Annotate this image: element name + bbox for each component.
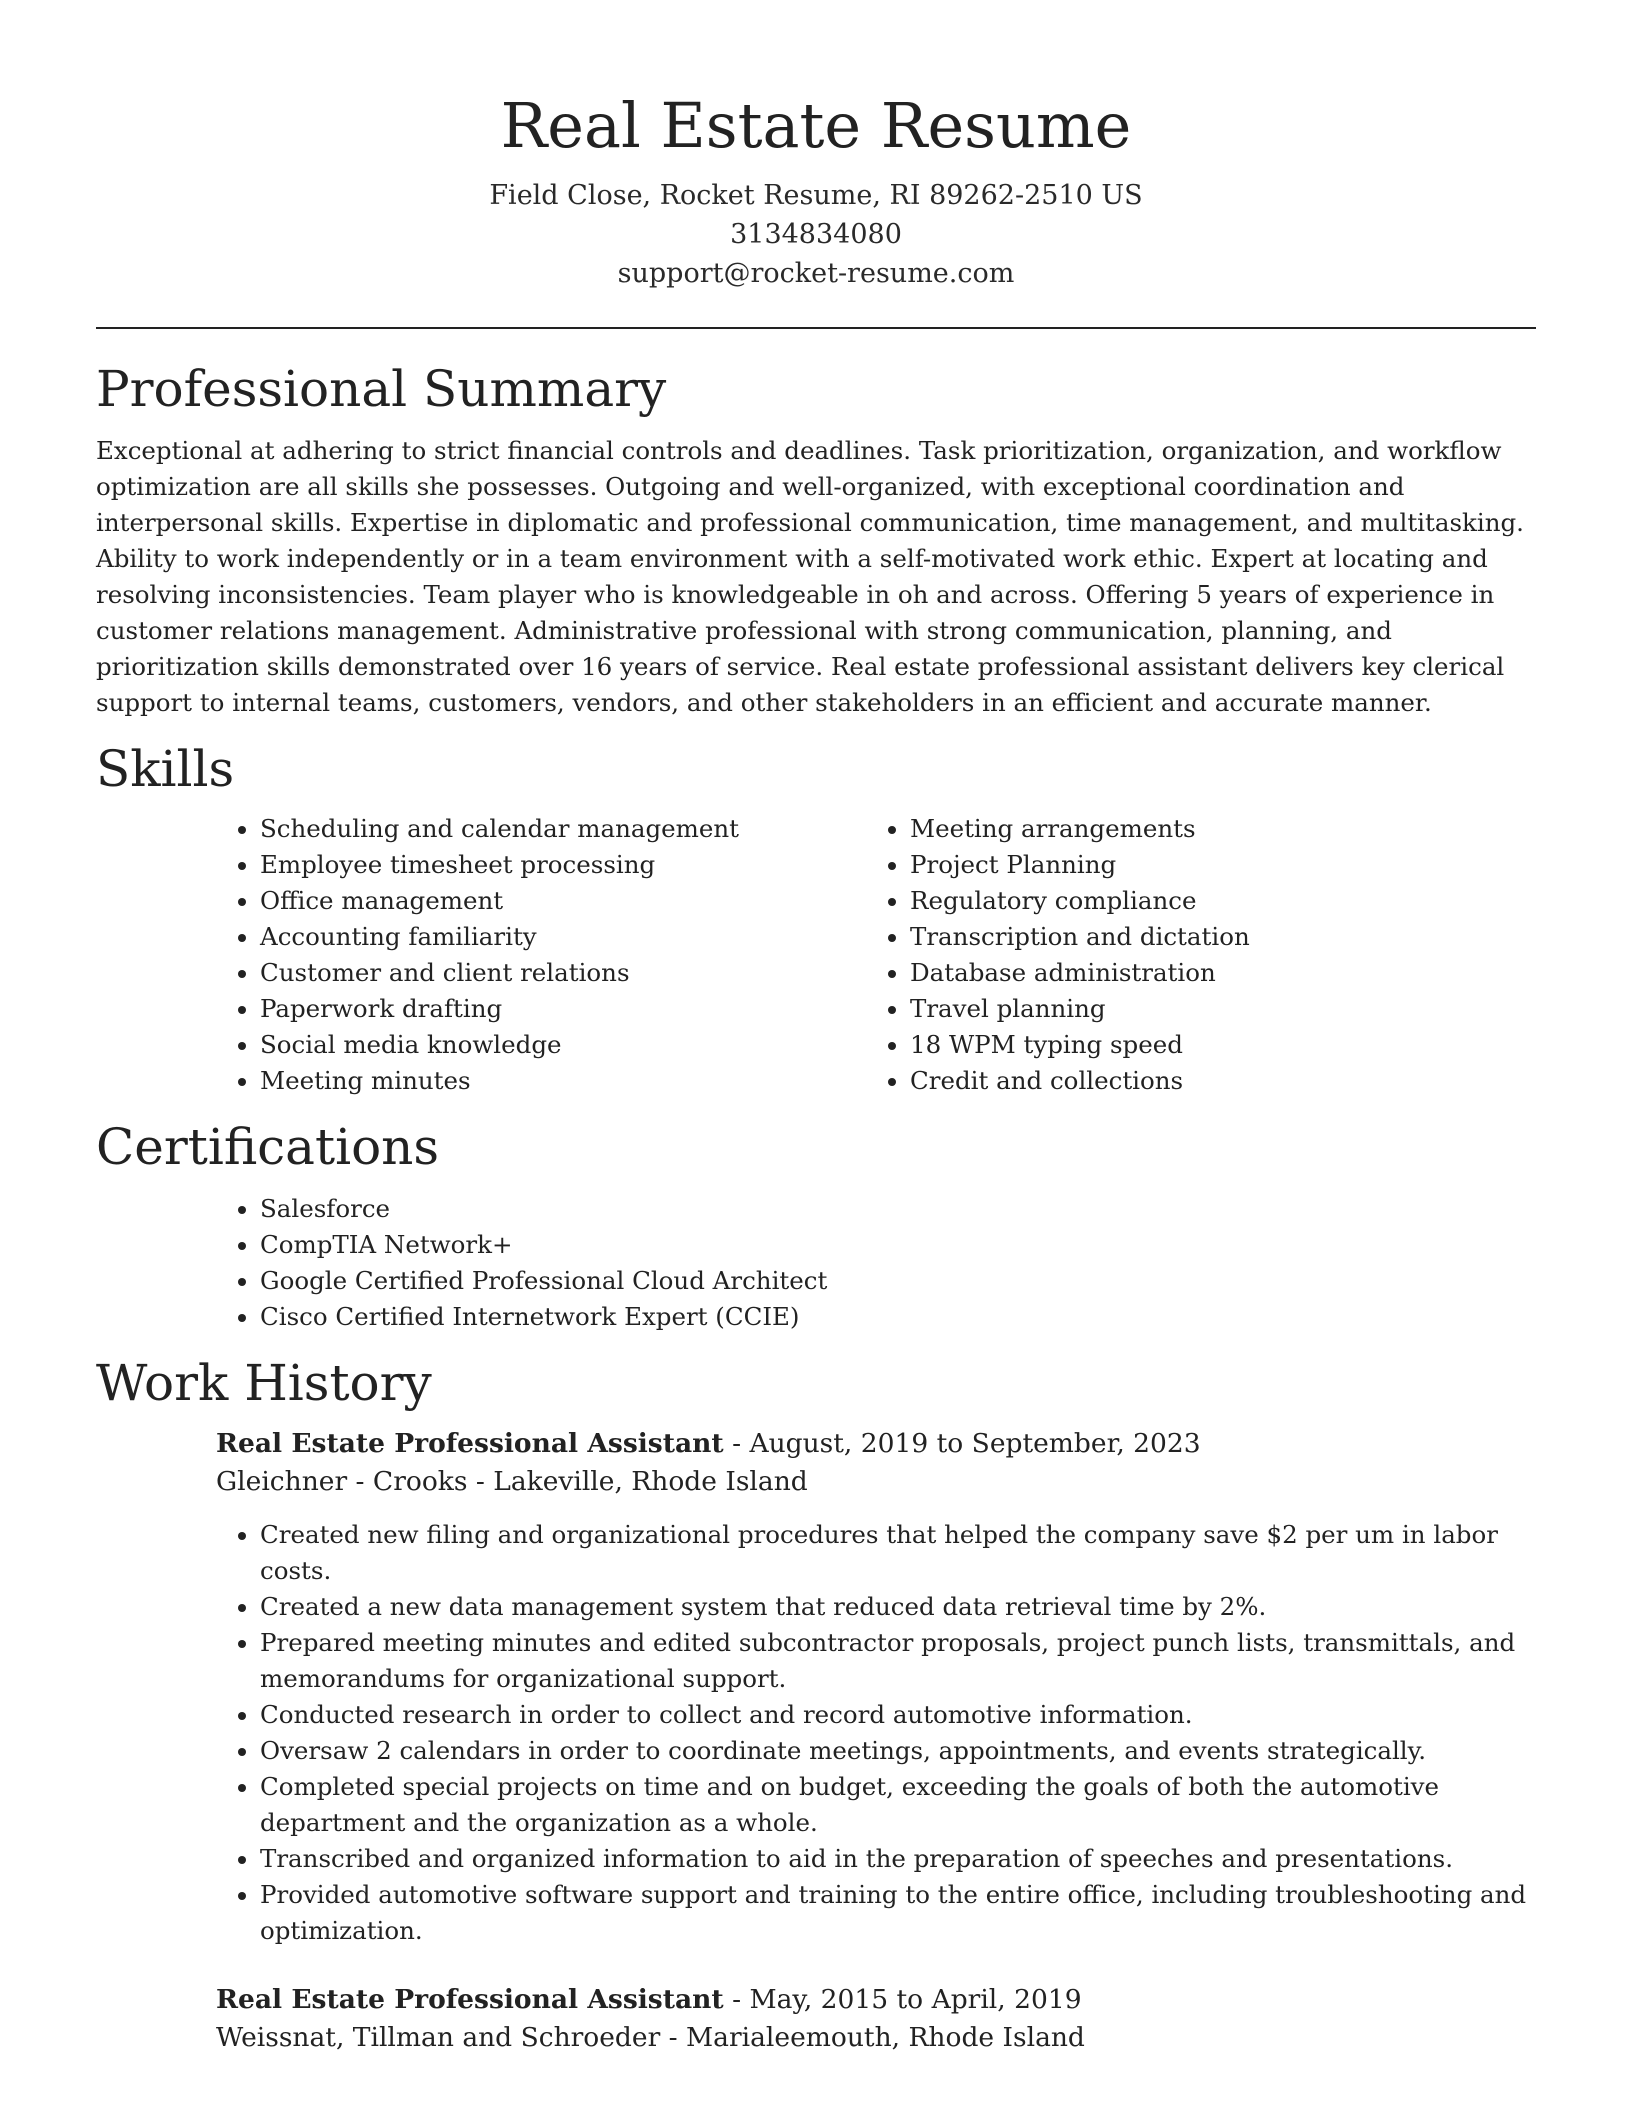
skill-item: • Customer and client relations xyxy=(260,955,866,991)
job-duty-item: • Prepared meeting minutes and edited subcontractor proposals, project punch lists, transmittals, and memorandums for organizational support. xyxy=(260,1625,1536,1697)
certification-item: • Salesforce xyxy=(260,1191,1536,1227)
job-title-line xyxy=(216,1981,1536,2019)
skills-section xyxy=(96,739,1536,1099)
skill-item: • Credit and collections xyxy=(910,1063,1516,1099)
certifications-body xyxy=(216,1191,1536,1335)
skill-item: • 18 WPM typing speed xyxy=(910,1027,1516,1063)
skill-item: • Travel planning xyxy=(910,991,1516,1027)
work-history-heading: Work History xyxy=(96,1354,432,1412)
job-entry xyxy=(216,1981,1536,2057)
work-history-section xyxy=(96,1353,1536,2057)
job-dates: - August, 2019 to September, 2023 xyxy=(723,1428,1201,1459)
certifications-list xyxy=(216,1191,1536,1335)
skills-list-left xyxy=(216,811,866,1099)
certification-item: • CompTIA Network+ xyxy=(260,1227,1536,1263)
resume-title: Real Estate Resume xyxy=(500,89,1132,162)
job-title-line xyxy=(216,1425,1536,1463)
skill-item: • Accounting familiarity xyxy=(260,919,866,955)
job-duty-item: • Completed special projects on time and on budget, exceeding the goals of both the automotive department and the organization as a whole. xyxy=(260,1769,1536,1841)
resume-page xyxy=(96,0,1536,2057)
job-duty-item: • Conducted research in order to collect and record automotive information. xyxy=(260,1697,1536,1733)
skill-item: • Project Planning xyxy=(910,847,1516,883)
skill-item: • Database administration xyxy=(910,955,1516,991)
contact-phone: 3134834080 xyxy=(730,219,902,250)
skill-item: • Office management xyxy=(260,883,866,919)
certifications-heading: Certifications xyxy=(96,1118,440,1176)
job-duty-item: • Transcribed and organized information to aid in the preparation of speeches and presentations. xyxy=(260,1841,1536,1877)
job-duty-item: • Oversaw 2 calendars in order to coordinate meetings, appointments, and events strategically. xyxy=(260,1733,1536,1769)
skills-grid xyxy=(216,811,1536,1099)
skill-item: • Meeting minutes xyxy=(260,1063,866,1099)
job-entry xyxy=(216,1425,1536,1949)
contact-email: support@rocket-resume.com xyxy=(617,258,1015,289)
contact-address: Field Close, Rocket Resume, RI 89262-2510 US xyxy=(489,180,1143,211)
header-divider xyxy=(96,327,1536,329)
summary-heading: Professional Summary xyxy=(96,360,667,418)
skill-item: • Regulatory compliance xyxy=(910,883,1516,919)
summary-text: Exceptional at adhering to strict financial controls and deadlines. Task prioritization, organization, and workflow optimization are all skills she possesses. Outgoing and well-organized, with exceptional coordination and interpersonal skills. Expertise in diplomatic and professional communication, time management, and multitasking. Ability to work independently or in a team environment with a self-motivated work ethic. Expert at locating and resolving inconsistencies. Team player who is knowledgeable in oh and across. Offering 5 years of experience in customer relations management. Administrative professional with strong communication, planning, and prioritization skills demonstrated over 16 years of service. Real estate professional assistant delivers key clerical support to internal teams, customers, vendors, and other stakeholders in an efficient and accurate manner. xyxy=(96,436,1524,717)
certification-item: • Cisco Certified Internetwork Expert (CCIE) xyxy=(260,1299,1536,1335)
skill-item: • Scheduling and calendar management xyxy=(260,811,866,847)
resume-header xyxy=(96,0,1536,293)
job-duty-item: • Created a new data management system that reduced data retrieval time by 2%. xyxy=(260,1589,1536,1625)
skill-item: • Transcription and dictation xyxy=(910,919,1516,955)
job-employer: Gleichner - Crooks - Lakeville, Rhode Island xyxy=(216,1466,808,1497)
job-title: Real Estate Professional Assistant xyxy=(216,1428,724,1459)
job-dates: - May, 2015 to April, 2019 xyxy=(723,1984,1082,2015)
skills-column-left xyxy=(216,811,866,1099)
certification-item: • Google Certified Professional Cloud Architect xyxy=(260,1263,1536,1299)
summary-section xyxy=(96,359,1536,721)
certifications-section xyxy=(96,1117,1536,1335)
skill-item: • Meeting arrangements xyxy=(910,811,1516,847)
skill-item: • Social media knowledge xyxy=(260,1027,866,1063)
job-title: Real Estate Professional Assistant xyxy=(216,1984,724,2015)
skills-list-right xyxy=(866,811,1516,1099)
job-duty-item: • Created new filing and organizational procedures that helped the company save $2 per um in labor costs. xyxy=(260,1517,1536,1589)
skills-column-right xyxy=(866,811,1516,1099)
job-duty-item: • Provided automotive software support and training to the entire office, including troubleshooting and optimization. xyxy=(260,1877,1536,1949)
skills-heading: Skills xyxy=(96,740,235,798)
job-duties-list xyxy=(216,1517,1536,1949)
job-employer: Weissnat, Tillman and Schroeder - Marialeemouth, Rhode Island xyxy=(216,2022,1085,2053)
skill-item: • Employee timesheet processing xyxy=(260,847,866,883)
skill-item: • Paperwork drafting xyxy=(260,991,866,1027)
contact-block xyxy=(96,176,1536,293)
